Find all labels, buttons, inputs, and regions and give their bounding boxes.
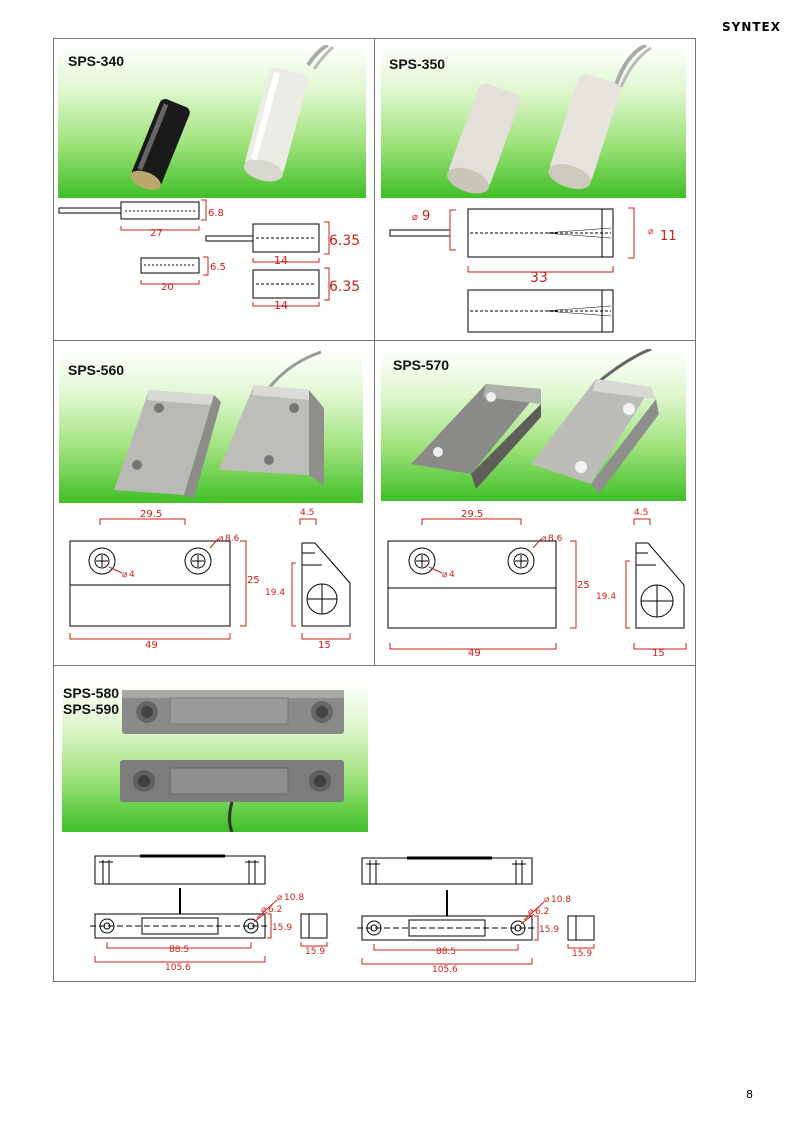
sps580-right-dim-depth: 15.9 bbox=[572, 949, 593, 959]
sps350-dim-body: 11 bbox=[660, 229, 677, 244]
sps350-dim-wire: 9 bbox=[422, 209, 431, 224]
diameter-icon-5: ⌀ bbox=[541, 534, 547, 544]
sps340-dim-l4: 14 bbox=[274, 299, 288, 312]
sps560-dim-inner-height: 19.4 bbox=[265, 588, 286, 598]
row-divider-1 bbox=[53, 340, 696, 341]
sps580-right-dim-spacing: 88.5 bbox=[436, 947, 457, 957]
sps340-dim-d2: 6.35 bbox=[329, 233, 361, 249]
sps340-dim-d1: 6.8 bbox=[208, 208, 224, 219]
sps570-dim-spacing: 29.5 bbox=[461, 509, 484, 520]
sps570-drawing bbox=[378, 503, 692, 658]
sps560-dim-length: 49 bbox=[145, 640, 158, 651]
sps560-dim-depth: 15 bbox=[318, 640, 331, 651]
page-number: 8 bbox=[746, 1088, 753, 1101]
sps340-label: SPS-340 bbox=[68, 53, 125, 69]
sps340-dim-l1: 27 bbox=[150, 228, 163, 239]
sps340-dim-l2: 14 bbox=[274, 254, 288, 267]
diameter-icon-8: ⌀ bbox=[261, 905, 267, 915]
sps580-left-dim-spacing: 88.5 bbox=[169, 945, 190, 955]
sps570-dim-hole-outer: 8.6 bbox=[548, 534, 563, 544]
diameter-icon-6: ⌀ bbox=[442, 570, 448, 580]
sps340-dim-d3: 6.5 bbox=[210, 262, 226, 273]
sps560-dim-height: 25 bbox=[247, 575, 260, 586]
sps580-drawing-left bbox=[85, 850, 335, 980]
sps580-right-dim-height: 15.9 bbox=[539, 925, 560, 935]
sps580-label-line2: SPS-590 bbox=[63, 701, 120, 717]
sps580-left-dim-hole-outer: 10.8 bbox=[284, 893, 305, 903]
sps560-drawing bbox=[60, 503, 372, 655]
sps350-dim-length: 33 bbox=[530, 270, 548, 286]
sps580-left-dim-depth: 15.9 bbox=[305, 947, 326, 957]
sps580-left-dim-length: 105.6 bbox=[165, 963, 191, 973]
sps580-left-dim-height: 15.9 bbox=[272, 923, 293, 933]
sps340-dim-d4: 6.35 bbox=[329, 279, 361, 295]
sps560-dim-spacing: 29.5 bbox=[140, 509, 163, 520]
sps580-left-dim-hole-inner: 6.2 bbox=[268, 905, 283, 915]
diameter-icon-4: ⌀ bbox=[122, 570, 128, 580]
brand-name: SYNTEX bbox=[722, 20, 782, 34]
diameter-icon-3: ⌀ bbox=[218, 534, 224, 544]
sps580-label-line1: SPS-580 bbox=[63, 685, 120, 701]
sps580-drawing-right bbox=[352, 850, 612, 980]
sps350-label: SPS-350 bbox=[389, 56, 446, 72]
sps580-right-dim-hole-outer: 10.8 bbox=[551, 895, 572, 905]
sps570-dim-depth: 15 bbox=[652, 648, 665, 658]
row-divider-2 bbox=[53, 665, 696, 666]
sps560-dim-hole-inner: 4 bbox=[129, 570, 135, 580]
diameter-icon-2: ⌀ bbox=[648, 227, 654, 237]
sps560-dim-top: 4.5 bbox=[300, 508, 315, 518]
sps340-dim-l3: 20 bbox=[161, 282, 174, 293]
column-divider bbox=[374, 38, 375, 666]
sps350-drawing bbox=[380, 198, 692, 338]
sps570-dim-hole-inner: 4 bbox=[449, 570, 455, 580]
sps560-label: SPS-560 bbox=[68, 362, 125, 378]
sps560-dim-hole-outer: 8.6 bbox=[225, 534, 240, 544]
sps570-label: SPS-570 bbox=[393, 357, 450, 373]
sps580-right-dim-hole-inner: 6.2 bbox=[535, 907, 550, 917]
sps570-dim-height: 25 bbox=[577, 580, 590, 591]
sps570-dim-inner-height: 19.4 bbox=[596, 592, 617, 602]
diameter-icon-9: ⌀ bbox=[544, 895, 550, 905]
sps340-drawing bbox=[56, 198, 372, 318]
diameter-icon: ⌀ bbox=[412, 212, 419, 223]
sps570-dim-top: 4.5 bbox=[634, 508, 649, 518]
sps570-dim-length: 49 bbox=[468, 648, 481, 658]
sps580-right-dim-length: 105.6 bbox=[432, 965, 458, 975]
diameter-icon-7: ⌀ bbox=[277, 893, 283, 903]
diameter-icon-10: ⌀ bbox=[528, 907, 534, 917]
